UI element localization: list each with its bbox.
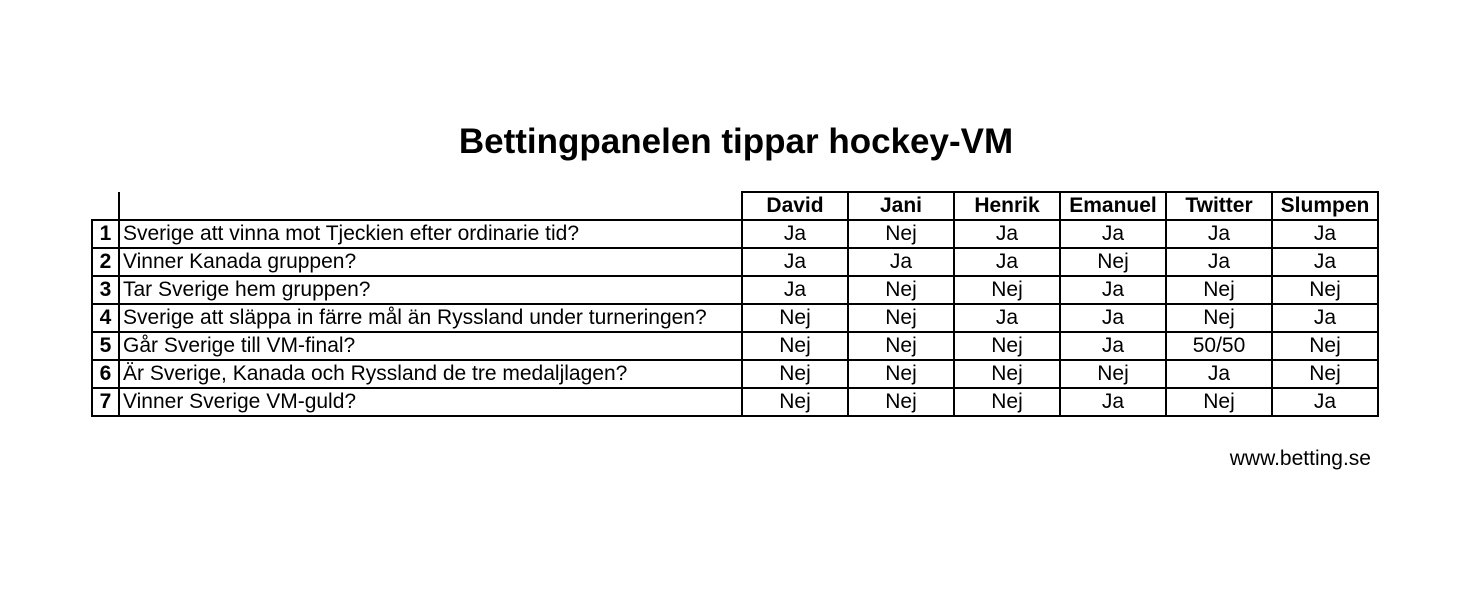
- question-number: 4: [92, 304, 119, 332]
- answer-cell-jani: Nej: [848, 304, 954, 332]
- question-text: Vinner Kanada gruppen?: [119, 248, 742, 276]
- answer-cell-jani: Nej: [848, 332, 954, 360]
- answer-cell-david: Ja: [742, 276, 848, 304]
- answer-cell-emanuel: Ja: [1060, 388, 1166, 416]
- panelist-header-twitter: Twitter: [1166, 192, 1272, 220]
- question-text: Går Sverige till VM-final?: [119, 332, 742, 360]
- question-text: Är Sverige, Kanada och Ryssland de tre medaljlagen?: [119, 360, 742, 388]
- answer-cell-emanuel: Nej: [1060, 360, 1166, 388]
- answer-cell-jani: Nej: [848, 220, 954, 248]
- question-number: 3: [92, 276, 119, 304]
- answer-cell-twitter: Nej: [1166, 388, 1272, 416]
- answer-cell-slumpen: Nej: [1272, 360, 1378, 388]
- answer-cell-slumpen: Nej: [1272, 332, 1378, 360]
- answer-cell-henrik: Nej: [954, 332, 1060, 360]
- question-number: 2: [92, 248, 119, 276]
- table-row: [92, 304, 1378, 332]
- question-number: 1: [92, 220, 119, 248]
- answer-cell-henrik: Nej: [954, 276, 1060, 304]
- question-text: Sverige att släppa in färre mål än Ryssland under turneringen?: [119, 304, 742, 332]
- answer-cell-david: Ja: [742, 248, 848, 276]
- header-row: [92, 192, 1378, 220]
- table-row: [92, 220, 1378, 248]
- table-body: [92, 192, 1378, 416]
- source-link-text: www.betting.se: [1229, 447, 1371, 470]
- answer-cell-henrik: Nej: [954, 388, 1060, 416]
- answer-cell-jani: Nej: [848, 388, 954, 416]
- answer-cell-david: Nej: [742, 304, 848, 332]
- answer-cell-emanuel: Ja: [1060, 304, 1166, 332]
- answer-cell-henrik: Nej: [954, 360, 1060, 388]
- answer-cell-jani: Ja: [848, 248, 954, 276]
- answer-cell-david: Nej: [742, 360, 848, 388]
- answer-cell-jani: Nej: [848, 276, 954, 304]
- answer-cell-jani: Nej: [848, 360, 954, 388]
- panelist-header-henrik: Henrik: [954, 192, 1060, 220]
- question-number: 5: [92, 332, 119, 360]
- answer-cell-twitter: Ja: [1166, 220, 1272, 248]
- answer-cell-slumpen: Ja: [1272, 304, 1378, 332]
- answer-cell-twitter: Ja: [1166, 360, 1272, 388]
- question-number: 7: [92, 388, 119, 416]
- answer-cell-slumpen: Ja: [1272, 248, 1378, 276]
- question-text: Tar Sverige hem gruppen?: [119, 276, 742, 304]
- answer-cell-twitter: Nej: [1166, 276, 1272, 304]
- question-number: 6: [92, 360, 119, 388]
- predictions-table: [91, 191, 1379, 417]
- table-row: [92, 248, 1378, 276]
- answer-cell-slumpen: Nej: [1272, 276, 1378, 304]
- table-row: [92, 276, 1378, 304]
- answer-cell-emanuel: Nej: [1060, 248, 1166, 276]
- corner-blank-cell: [92, 192, 119, 220]
- answer-cell-twitter: Nej: [1166, 304, 1272, 332]
- table-row: [92, 388, 1378, 416]
- answer-cell-emanuel: Ja: [1060, 332, 1166, 360]
- page-title: Bettingpanelen tippar hockey-VM: [458, 122, 1014, 161]
- answer-cell-henrik: Ja: [954, 304, 1060, 332]
- panelist-header-slumpen: Slumpen: [1272, 192, 1378, 220]
- answer-cell-henrik: Ja: [954, 248, 1060, 276]
- panelist-header-david: David: [742, 192, 848, 220]
- answer-cell-david: Ja: [742, 220, 848, 248]
- question-text: Vinner Sverige VM-guld?: [119, 388, 742, 416]
- answer-cell-emanuel: Ja: [1060, 276, 1166, 304]
- answer-cell-david: Nej: [742, 388, 848, 416]
- answer-cell-henrik: Ja: [954, 220, 1060, 248]
- answer-cell-david: Nej: [742, 332, 848, 360]
- answer-cell-twitter: Ja: [1166, 248, 1272, 276]
- answer-cell-twitter: 50/50: [1166, 332, 1272, 360]
- answer-cell-slumpen: Ja: [1272, 388, 1378, 416]
- question-text: Sverige att vinna mot Tjeckien efter ordinarie tid?: [119, 220, 742, 248]
- panelist-header-jani: Jani: [848, 192, 954, 220]
- question-header-blank-cell: [119, 192, 742, 220]
- table-row: [92, 332, 1378, 360]
- table-row: [92, 360, 1378, 388]
- panelist-header-emanuel: Emanuel: [1060, 192, 1166, 220]
- answer-cell-slumpen: Ja: [1272, 220, 1378, 248]
- answer-cell-emanuel: Ja: [1060, 220, 1166, 248]
